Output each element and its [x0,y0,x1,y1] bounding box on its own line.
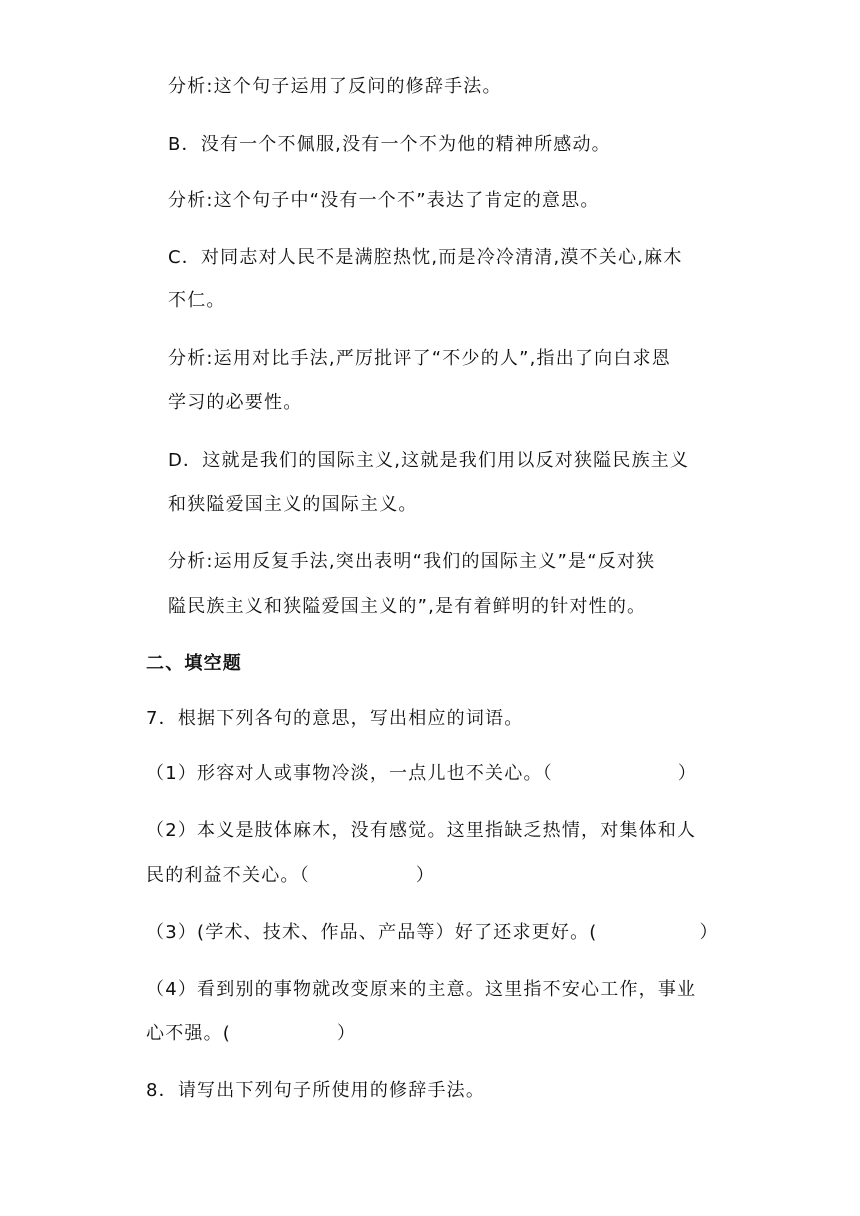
option-b: B．没有一个不佩服,没有一个不为他的精神所感动。 [168,134,611,155]
item-3-close: ） [699,922,719,943]
analysis-a: 分析:这个句子运用了反问的修辞手法。 [168,76,502,97]
question-8-prompt: 8．请写出下列句子所使用的修辞手法。 [146,1080,486,1101]
question-7-item-2-line-1: （2）本义是肢体麻木，没有感觉。这里指缺乏热情，对集体和人 [146,820,697,841]
option-c-line-1: C．对同志对人民不是满腔热忱,而是冷冷清清,漠不关心,麻木 [168,247,683,268]
item-1-close: ） [677,763,698,784]
item-3-text: （3）(学术、技术、作品、产品等）好了还求更好。( [146,922,598,943]
analysis-c-line-1: 分析:运用对比手法,严厉批评了“不少的人”,指出了向白求恩 [168,348,671,369]
section-title: 二、填空题 [146,653,242,674]
analysis-d-line-1: 分析:运用反复手法,突出表明“我们的国际主义”是“反对狭 [168,551,656,572]
question-7-item-1 [146,762,697,786]
item-2-close: ） [415,865,436,886]
analysis-c-line-2: 学习的必要性。 [168,392,303,413]
option-d-line-1: D．这就是我们的国际主义,这就是我们用以反对狭隘民族主义 [168,450,690,471]
question-7-item-4-line-2 [146,1022,356,1046]
question-7-item-2-line-2 [146,864,435,888]
option-d-line-2: 和狭隘爱国主义的国际主义。 [168,494,418,515]
item-2-text: 民的利益不关心。（ [146,865,310,886]
analysis-d-line-2: 隘民族主义和狭隘爱国主义的”,是有着鲜明的针对性的。 [168,596,647,617]
option-c-line-2: 不仁。 [168,290,226,311]
question-7-item-4-line-1: （4）看到别的事物就改变原来的主意。这里指不安心工作，事业 [146,979,697,1000]
question-7-prompt: 7．根据下列各句的意思，写出相应的词语。 [146,708,524,729]
item-4-text: 心不强。( [146,1023,232,1044]
analysis-b: 分析:这个句子中“没有一个不”表达了肯定的意思。 [168,190,600,211]
item-1-text: （1）形容对人或事物冷淡，一点儿也不关心。（ [146,763,553,784]
item-4-close: ） [337,1023,357,1044]
question-7-item-3 [146,921,719,945]
